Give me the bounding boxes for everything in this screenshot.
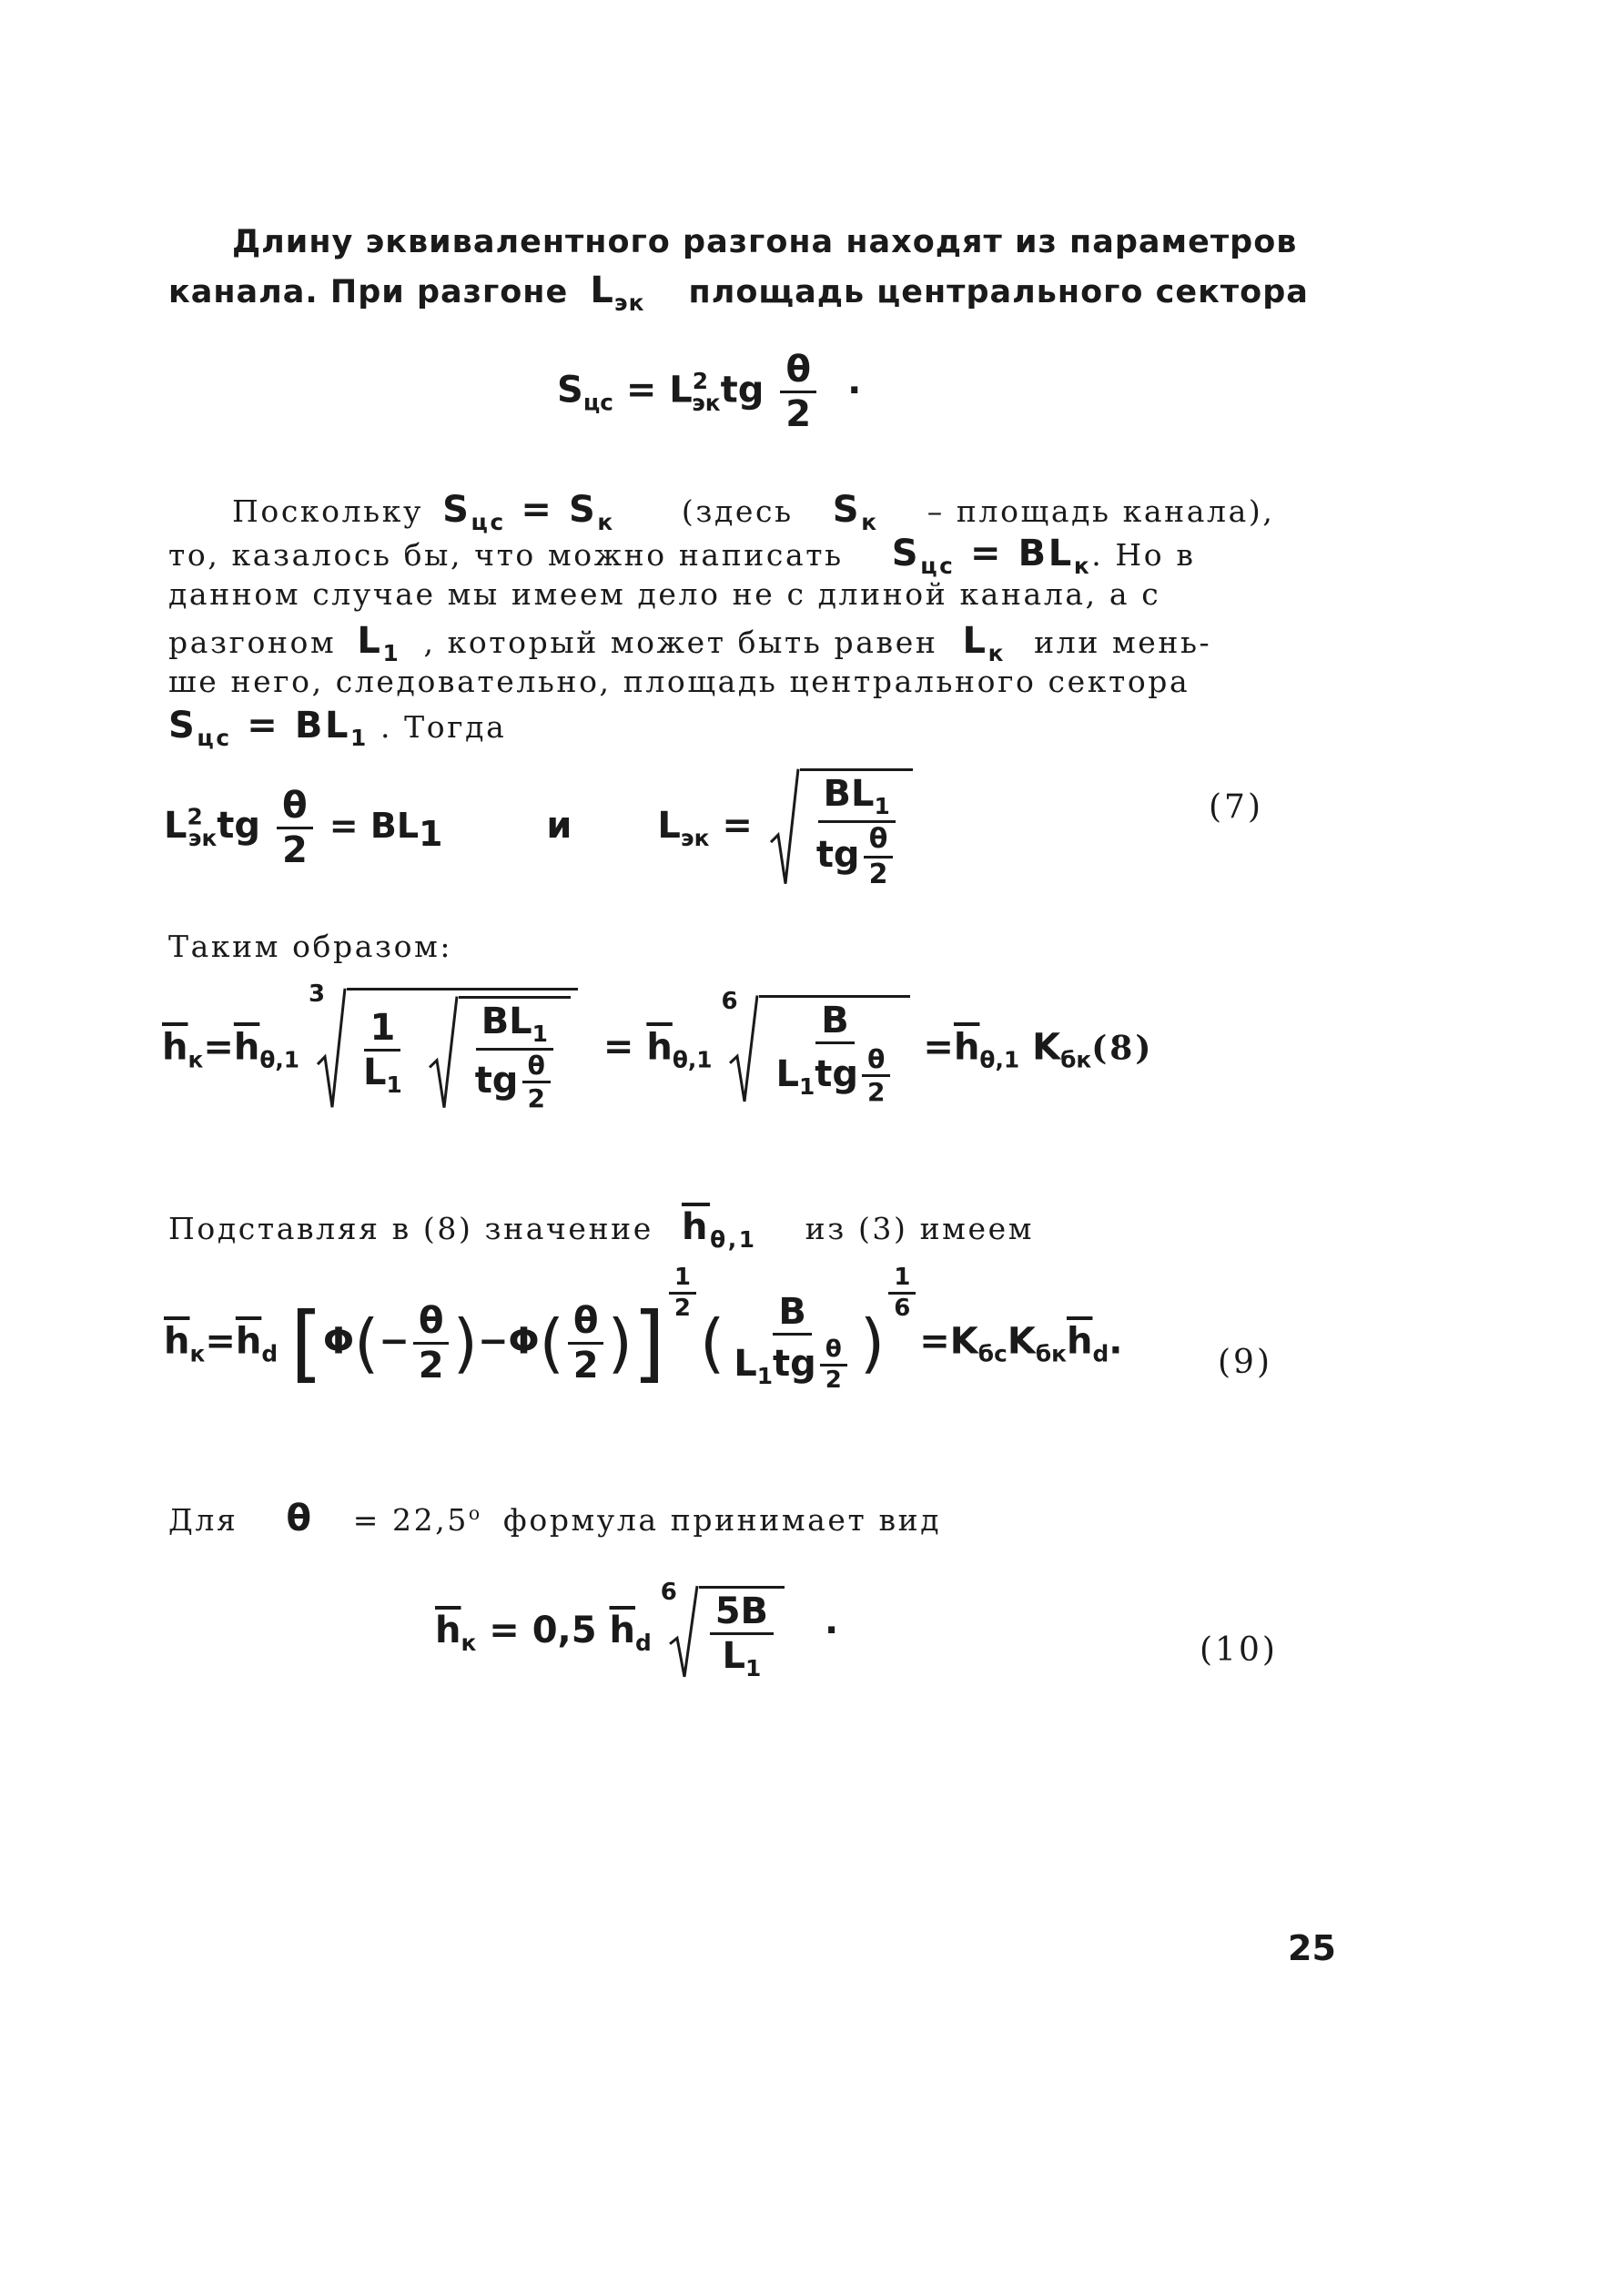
fraction: $BL_1$ tg $\frac{\theta}{2}$ bbox=[811, 775, 903, 889]
square-root: $BL_1$ tg $\frac{\theta}{2}$ bbox=[428, 994, 571, 1112]
formula-7: $L^2_{эк}tg$ $\frac{\theta}{2}$ = $BL_1$ и $L_{эк}$ = $BL_1$ tg $\frac{\theta}{2}$ bbox=[164, 767, 913, 889]
formula-9: $\overline{h}_к=\overline{h}_d$ [Φ(− $\frac{\theta}{2}$ )−Φ( $\frac{\theta}{2}$ )] $\frac{1}{2}$ ( B $L_1tg$ $\frac{\theta}{2}$ ) $\frac{1}{6}$ $=K_{бс}K_{бк}\overline{h}_d$. bbox=[164, 1264, 1123, 1395]
formula-8: $\overline{h}_к=\overline{h}_{\theta,1}$ 3 $\frac{1}{L_1}$ $BL_1$ tg $\frac{\theta}{2}$ = $\overline{h}_{\theta,1}$ 6 B $L_1tg$ $\frac{\theta}{2}$ $=\overline{h}_{\theta,1}$ $K_{бк}(8)$ bbox=[162, 980, 1154, 1114]
fraction: $\frac{\theta}{2}$ bbox=[277, 787, 313, 869]
square-root bbox=[769, 767, 914, 889]
equation-number-7: (7) bbox=[1209, 788, 1263, 826]
page-number: 25 bbox=[1288, 1928, 1336, 1968]
sixth-root: 6 B $L_1tg$ $\frac{\theta}{2}$ bbox=[728, 993, 910, 1106]
paragraph-1-line-1 bbox=[232, 224, 1297, 260]
paragraph-3: Таким образом: bbox=[168, 929, 453, 964]
fraction: $\frac{1}{L_1}$ bbox=[362, 1007, 402, 1099]
paragraph-4: Подставляя в (8) значение $\overline{h}_{\theta,1}$ из (3) имеем bbox=[168, 1206, 1034, 1253]
paragraph-2-line-3: данном случае мы имеем дело не с длиной канала, а с bbox=[168, 576, 1161, 612]
equation-number-10: (10) bbox=[1200, 1631, 1278, 1669]
sixth-root: 6 $\frac{5B}{L_1}$ bbox=[668, 1584, 785, 1681]
paragraph-2-line-1: Поскольку $S_{цс} = S_к$ (здесь $S_к$ – площадь канала), bbox=[232, 489, 1275, 535]
paragraph-2-line-5: ше него, следовательно, площадь центрального сектора bbox=[168, 664, 1190, 699]
equation-number-8: (8) bbox=[1091, 1029, 1154, 1068]
paragraph-2-line-6: $S_{цс} = BL_1$ . Тогда bbox=[168, 705, 507, 751]
formula-s-cs: $S_{цс} = L^2_{эк}tg$ $\frac{\theta}{2}$ · bbox=[557, 349, 862, 435]
paragraph-1-line-2 bbox=[168, 269, 1309, 316]
cube-root: 3 $\frac{1}{L_1}$ $BL_1$ tg $\frac{\theta}{2}$ bbox=[316, 986, 578, 1112]
var-l: $L_{эк}$ bbox=[590, 269, 645, 316]
text: канала. При разгоне bbox=[168, 274, 569, 310]
fraction: $\frac{\theta}{2}$ bbox=[780, 350, 816, 433]
paragraph-2-line-2: то, казалось бы, что можно написать $S_{цс} = BL_к$. Но в bbox=[168, 533, 1196, 579]
formula-10: $\overline{h}_к = 0,5$ $\overline{h}_d$ 6 $\frac{5B}{L_1}$ · bbox=[435, 1579, 839, 1681]
equation-number-9: (9) bbox=[1218, 1344, 1272, 1381]
text: площадь центрального сектора bbox=[688, 274, 1309, 310]
text: Длину эквивалентного разгона находят из параметров bbox=[232, 224, 1298, 260]
paragraph-5: Для $\theta = 22,5^o$ формула принимает вид bbox=[168, 1498, 942, 1539]
paragraph-2-line-4: разгоном $L_1$ , который может быть равен $L_к$ или мень- bbox=[168, 620, 1212, 666]
